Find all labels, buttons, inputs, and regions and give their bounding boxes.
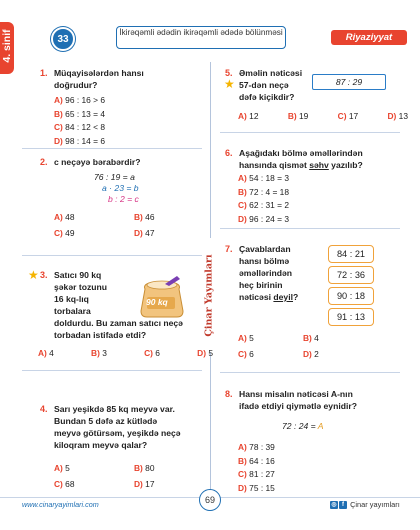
question-3 xyxy=(40,270,48,280)
divider xyxy=(22,255,202,256)
question-3-text: Satıcı 90 kq şəkər tozunu 16 kq-lıq torbalara doldurdu. Bu zaman satıcı neçə torbadan istifadə etdi? xyxy=(54,270,183,340)
footer-website-link[interactable]: www.cinaryayimlari.com xyxy=(22,500,99,509)
option-c[interactable]: C) 68 xyxy=(54,479,75,489)
question-5-text: Əməlin nəticəsi 57-dən neçə dəfə kiçikdir? xyxy=(239,68,303,102)
brand-vertical-label: Çinar Yayımları xyxy=(203,254,215,337)
question-number: 7. xyxy=(225,244,233,254)
question-8-equation: 72 : 24 = A xyxy=(282,421,324,431)
option-a[interactable]: A) 5 xyxy=(54,463,70,473)
question-5-options xyxy=(238,110,408,124)
test-number-badge: 33 xyxy=(51,27,75,51)
option-d[interactable]: D) 2 xyxy=(303,349,319,359)
question-number: 5. xyxy=(225,68,233,78)
option-c[interactable]: C) 6 xyxy=(238,349,254,359)
option-a[interactable]: A) 78 : 39 xyxy=(238,442,275,452)
question-6-options xyxy=(238,172,388,226)
question-1 xyxy=(40,68,48,78)
divider xyxy=(22,148,202,149)
option-d[interactable]: D) 96 : 24 = 3 xyxy=(238,213,289,224)
option-b[interactable]: B) 80 xyxy=(134,463,155,473)
option-b[interactable]: B) 72 : 4 = 18 xyxy=(238,186,289,197)
option-c[interactable]: C) 81 : 27 xyxy=(238,469,275,479)
question-number: 2. xyxy=(40,157,48,167)
option-d[interactable]: D) 98 : 14 = 6 xyxy=(54,135,105,146)
footer-social xyxy=(330,500,400,509)
question-7-options-right xyxy=(303,330,358,362)
question-4-text: Sarı yeşikdə 85 kq meyvə var. Bundan 5 dəfə az kütlədə meyvə götürsəm, yeşikdə neçə kiloqram meyvə qalar? xyxy=(54,404,181,450)
question-2-options-left xyxy=(54,209,109,241)
question-6 xyxy=(225,148,233,158)
instagram-icon: ◎ xyxy=(331,502,337,509)
question-4-options-right xyxy=(134,460,189,492)
facebook-icon: f xyxy=(339,501,347,509)
expression-box: 84 : 21 xyxy=(328,245,374,263)
option-b[interactable]: B) 19 xyxy=(287,111,309,121)
column-divider-bottom xyxy=(210,352,211,490)
divider xyxy=(220,228,400,229)
column-divider-top xyxy=(210,62,211,238)
question-8 xyxy=(225,389,233,399)
question-4 xyxy=(40,404,48,414)
page-number: 69 xyxy=(199,489,221,511)
star-icon: ★ xyxy=(28,268,39,282)
question-7-options-left xyxy=(238,330,293,362)
expression-box: 90 : 18 xyxy=(328,287,374,305)
option-a[interactable]: A) 54 : 18 = 3 xyxy=(238,173,289,183)
question-6-text: Aşağıdakı bölmə əməllərindən hansında qismət səhv yazılıb? xyxy=(239,148,363,170)
question-2-text: c neçəyə bərabərdir? xyxy=(54,157,141,167)
option-d[interactable]: D) 75 : 15 xyxy=(238,482,275,493)
question-number: 8. xyxy=(225,389,233,399)
option-a[interactable]: A) 48 xyxy=(54,212,75,222)
grade-label: 4. sinif xyxy=(1,29,13,63)
expression-box: 87 : 29 xyxy=(312,74,386,90)
option-c[interactable]: C) 17 xyxy=(337,111,359,121)
question-8-options xyxy=(238,441,388,495)
expression-box: 91 : 13 xyxy=(328,308,374,326)
option-d[interactable]: D) 17 xyxy=(134,479,155,489)
expression-box: 72 : 36 xyxy=(328,266,374,284)
question-7 xyxy=(225,244,233,254)
option-c[interactable]: C) 62 : 31 = 2 xyxy=(238,200,289,210)
divider xyxy=(220,372,400,373)
option-a[interactable]: A) 96 : 16 > 6 xyxy=(54,95,105,105)
question-8-text: Hansı misalın nəticəsi A-nın ifadə etdiyi qiymətlə eynidir? xyxy=(239,389,357,411)
option-c[interactable]: C) 6 xyxy=(144,348,160,358)
option-c[interactable]: C) 49 xyxy=(54,228,75,238)
question-1-options xyxy=(54,94,204,148)
question-number: 3. xyxy=(40,270,48,280)
question-number: 1. xyxy=(40,68,48,78)
option-a[interactable]: A) 5 xyxy=(238,333,254,343)
option-b[interactable]: B) 46 xyxy=(134,212,155,222)
question-2-equations: 76 : 19 = a a · 23 = b b : 2 = c xyxy=(94,172,139,204)
option-c[interactable]: C) 84 : 12 < 8 xyxy=(54,122,105,132)
footer-social-label: Çinar yayımları xyxy=(350,500,400,509)
bag-label: 90 kq xyxy=(146,297,168,307)
option-b[interactable]: B) 65 : 13 = 4 xyxy=(54,108,105,119)
question-7-text: Çavablardan hansı bölmə əməllərindən heç birinin nəticəsi deyil? xyxy=(239,244,299,302)
option-d[interactable]: D) 13 xyxy=(387,111,408,121)
option-b[interactable]: B) 64 : 16 xyxy=(238,455,275,466)
divider xyxy=(220,132,400,133)
star-icon: ★ xyxy=(224,77,235,91)
question-1-text: Müqayisələrdən hansı doğrudur? xyxy=(54,68,144,90)
question-3-options xyxy=(38,347,213,361)
option-b[interactable]: B) 4 xyxy=(303,333,319,343)
question-number: 4. xyxy=(40,404,48,414)
question-2 xyxy=(40,157,48,167)
question-4-options-left xyxy=(54,460,109,492)
option-d[interactable]: D) 47 xyxy=(134,228,155,238)
option-b[interactable]: B) 3 xyxy=(91,348,107,358)
option-a[interactable]: A) 12 xyxy=(238,111,259,121)
option-a[interactable]: A) 4 xyxy=(38,348,54,358)
topic-title: İkirəqəmli ədədin ikirəqəmli ədədə bölünməsi xyxy=(116,26,286,49)
question-number: 6. xyxy=(225,148,233,158)
question-2-options-right xyxy=(134,209,189,241)
option-d[interactable]: D) 5 xyxy=(197,348,213,358)
divider xyxy=(22,370,202,371)
subject-banner: Riyaziyyat xyxy=(331,30,407,45)
